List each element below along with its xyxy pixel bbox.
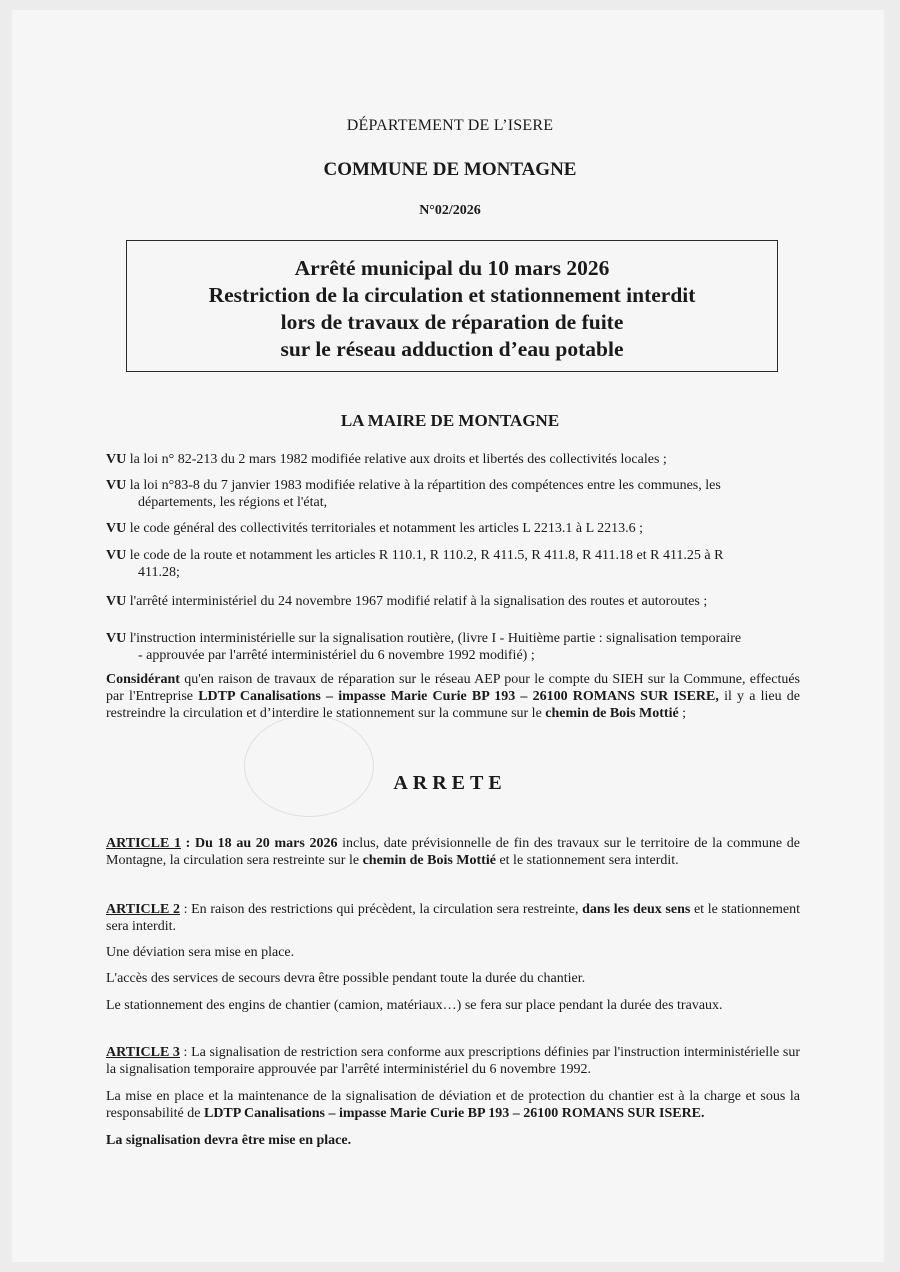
- considering-text-3: ;: [678, 706, 687, 721]
- considering-company: LDTP Canalisations – impasse Marie Curie BP 193 – 26100 ROMANS SUR ISERE,: [198, 689, 719, 704]
- title-line-4: sur le réseau adduction d’eau potable: [280, 337, 624, 361]
- article-3-text-1: : La signalisation de restriction sera conforme aux prescriptions définies par l'instruction interministérielle sur la signalisation temporaire approuvée par l'arrêté interministériel du 6 novembre 1992.: [106, 1045, 800, 1077]
- vu-item-4: [106, 547, 800, 581]
- article-1-dates: Du 18 au 20 mars 2026: [195, 836, 338, 851]
- vu-text: le code général des collectivités territoriales et notamment les articles L 2213.1 à L 2213.6 ;: [126, 521, 644, 536]
- vu-item-1: [106, 451, 800, 468]
- vu-label: VU: [106, 452, 127, 467]
- considering-label: Considérant: [106, 672, 180, 687]
- vu-item-6: [106, 630, 800, 664]
- commune-heading: COMMUNE DE MONTAGNE: [323, 159, 577, 180]
- article-1: [106, 835, 800, 869]
- article-1-text-1: inclus, date prévisionnelle de fin des travaux sur le territoire de la commune de Montagne, la circulation sera restreinte sur le: [106, 836, 800, 868]
- article-3-heading: ARTICLE 3: [106, 1045, 180, 1060]
- article-3-company: LDTP Canalisations – impasse Marie Curie BP 193 – 26100 ROMANS SUR ISERE.: [203, 1106, 705, 1121]
- considering-road: chemin de Bois Mottié: [545, 706, 679, 721]
- vu-text-continued: - approuvée par l'arrêté interministériel du 6 novembre 1992 modifié) ;: [138, 648, 535, 663]
- vu-text: l'arrêté interministériel du 24 novembre 1967 modifié relatif à la signalisation des routes et autoroutes ;: [126, 594, 708, 609]
- vu-text-continued: départements, les régions et l'état,: [138, 495, 328, 510]
- article-3: [106, 1044, 800, 1078]
- article-2: [106, 901, 800, 935]
- article-2-heading: ARTICLE 2: [106, 902, 180, 917]
- vu-item-5: [106, 593, 800, 610]
- vu-text-continued: 411.28;: [138, 565, 180, 580]
- department-heading: DÉPARTEMENT DE L’ISERE: [346, 117, 554, 134]
- article-2-text-2: et le stationnement sera interdit.: [106, 902, 800, 934]
- article-3-paragraph-2: [106, 1088, 800, 1122]
- authority-heading: LA MAIRE DE MONTAGNE: [340, 411, 560, 430]
- vu-item-3: [106, 520, 800, 537]
- decree-number: N°02/2026: [419, 203, 481, 218]
- vu-text: l'instruction interministérielle sur la signalisation routière, (livre I - Huitième partie : signalisation temporaire: [126, 631, 742, 646]
- considering-text-1: qu'en raison de travaux de réparation sur le réseau AEP pour le compte du SIEH sur la Commune, effectués par l'Entreprise: [106, 672, 800, 704]
- article-3-final-note: La signalisation devra être mise en place.: [106, 1133, 352, 1148]
- faint-stamp: [244, 715, 374, 817]
- vu-text: le code de la route et notamment les articles R 110.1, R 110.2, R 411.5, R 411.8, R 411.18 et R 411.25 à R: [126, 548, 724, 563]
- article-2-paragraph-2: Une déviation sera mise en place.: [106, 945, 295, 960]
- vu-text: la loi n°83-8 du 7 janvier 1983 modifiée relative à la répartition des compétences entre les communes, les: [126, 478, 721, 493]
- article-1-colon: :: [181, 836, 196, 851]
- article-1-road: chemin de Bois Mottié: [362, 853, 496, 868]
- article-1-text-2: et le stationnement sera interdit.: [495, 853, 679, 868]
- vu-label: VU: [106, 631, 127, 646]
- article-2-text-1: : En raison des restrictions qui précèdent, la circulation sera restreinte,: [179, 902, 583, 917]
- article-2-paragraph-3: L'accès des services de secours devra être possible pendant toute la durée du chantier.: [106, 971, 586, 986]
- vu-label: VU: [106, 521, 127, 536]
- vu-item-2: [106, 477, 800, 511]
- title-line-3: lors de travaux de réparation de fuite: [280, 310, 624, 334]
- decree-heading: ARRETE: [393, 772, 507, 794]
- title-line-2: Restriction de la circulation et stationnement interdit: [208, 283, 696, 307]
- vu-label: VU: [106, 478, 127, 493]
- considering-paragraph: [106, 671, 800, 722]
- title-line-1: Arrêté municipal du 10 mars 2026: [294, 256, 610, 280]
- vu-label: VU: [106, 548, 127, 563]
- vu-label: VU: [106, 594, 127, 609]
- vu-text: la loi n° 82-213 du 2 mars 1982 modifiée relative aux droits et libertés des collectivités locales ;: [126, 452, 667, 467]
- article-2-both-directions: dans les deux sens: [582, 902, 691, 917]
- article-1-heading: ARTICLE 1: [106, 836, 181, 851]
- considering-text-2: il y a lieu de restreindre la circulation et d’interdire le stationnement sur la commune sur le: [106, 689, 800, 721]
- title-box: [126, 240, 778, 372]
- article-3-text-2: La mise en place et la maintenance de la signalisation de déviation et de protection du chantier est à la charge et sous la responsabilité de: [106, 1089, 800, 1121]
- article-3-paragraph-3: [106, 1132, 800, 1149]
- article-2-paragraph-4: Le stationnement des engins de chantier (camion, matériaux…) se fera sur place pendant la durée des travaux.: [106, 998, 723, 1013]
